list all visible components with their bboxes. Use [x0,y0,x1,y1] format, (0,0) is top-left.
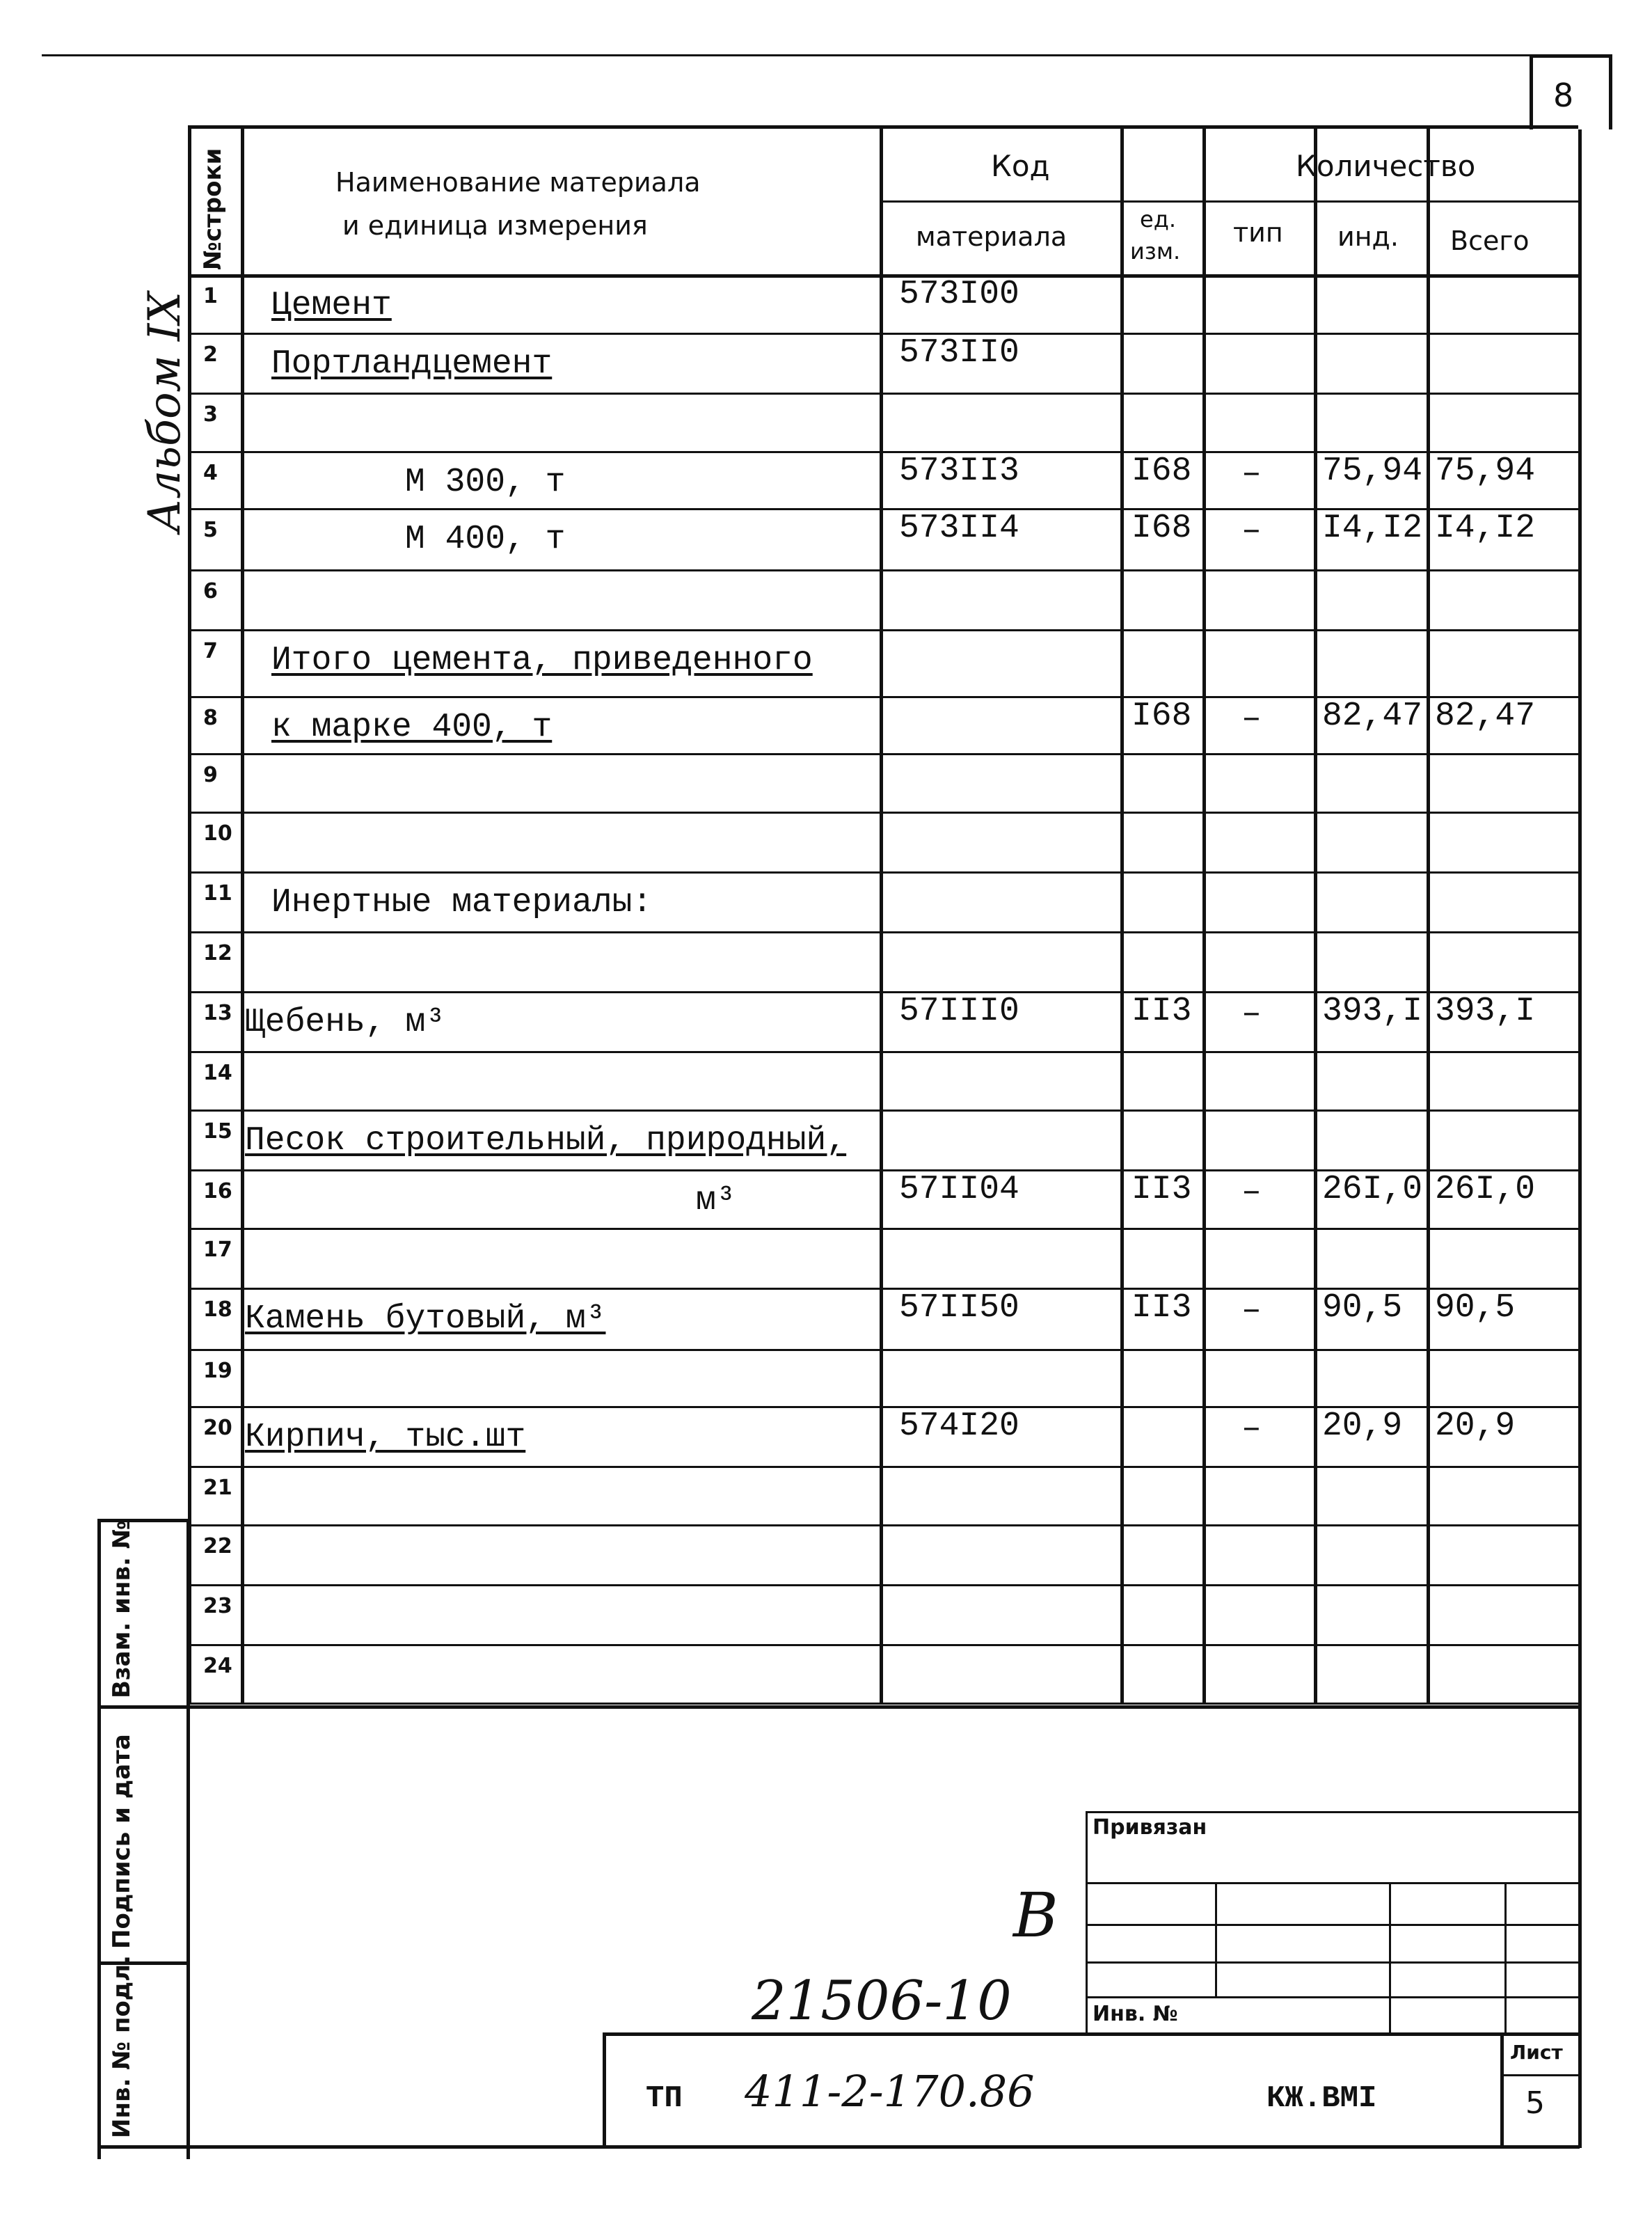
row-code: 57II04 [899,1171,1019,1208]
sheet-number: 8 [1553,77,1574,114]
row-code: 574I20 [899,1407,1019,1445]
col-qty-type-header: тип [1233,217,1283,248]
row-unit: II3 [1131,1289,1192,1327]
row-number: 3 [203,402,218,427]
row-type: – [1241,1174,1262,1211]
row-ind: 26I,0 [1322,1171,1423,1208]
doc-code: КЖ.ВМI [1266,2081,1377,2116]
row-name: Итого цемента, приведенного [271,642,813,679]
row-number: 21 [203,1476,232,1500]
col-code-unit-header-2: изм. [1130,238,1181,264]
row-name: Щебень, м³ [245,1004,446,1041]
row-ind: 393,I [1322,993,1423,1030]
tp-number: 411-2-170.86 [745,2066,1035,2117]
row-name: Камень бутовый, м³ [245,1300,606,1338]
row-unit: I68 [1131,697,1192,735]
row-ind: 20,9 [1322,1407,1403,1445]
row-number: 11 [203,881,232,906]
privyazan-label: Привязан [1093,1815,1207,1840]
row-name: Инертные материалы: [271,884,653,922]
row-total: 393,I [1435,993,1536,1030]
row-number: 16 [203,1179,232,1203]
sheet-label: Лист [1510,2041,1563,2064]
row-unit: II3 [1131,993,1192,1030]
row-ind: 82,47 [1322,697,1423,735]
row-number: 9 [203,763,218,787]
row-unit: II3 [1131,1171,1192,1208]
row-number: 14 [203,1061,232,1085]
podpis-label: Подпись и дата [108,1734,136,1949]
row-ind: 75,94 [1322,452,1423,490]
row-type: – [1241,455,1262,493]
row-ind: 90,5 [1322,1289,1403,1327]
row-number: 17 [203,1238,232,1262]
row-code: 57II50 [899,1289,1019,1327]
row-total: 82,47 [1435,697,1536,735]
handwritten-letter: В [1013,1879,1058,1951]
col-code-header: Код [991,149,1050,183]
row-number: 18 [203,1297,232,1322]
row-name: Цемент [271,287,392,324]
col-code-material-header: материала [916,221,1067,252]
handwritten-number: 21506-10 [752,1970,1012,2032]
row-type: – [1241,1292,1262,1329]
row-number: 8 [203,706,218,730]
row-number: 12 [203,941,232,965]
col-qty-total-header: Всего [1450,226,1530,256]
row-number: 13 [203,1001,232,1025]
row-number: 4 [203,461,218,485]
row-number: 23 [203,1594,232,1618]
row-code: 573I00 [899,276,1019,313]
row-name: М 400, т [405,521,566,558]
row-number: 5 [203,518,218,542]
row-number: 24 [203,1654,232,1678]
row-number: 15 [203,1119,232,1144]
album-note: Альбом IX [139,292,191,532]
row-total: 26I,0 [1435,1171,1536,1208]
inv-podl-label: Инв. № подл. [108,1955,136,2138]
row-name: Портландцемент [271,345,553,383]
col-rownum-header: №строки [199,148,227,270]
row-code: 573II4 [899,510,1019,547]
row-number: 2 [203,342,218,367]
row-ind: I4,I2 [1322,510,1423,547]
row-number: 10 [203,821,232,846]
col-name-header-1: Наименование материала [335,167,701,198]
col-code-unit-header-1: ед. [1140,206,1176,232]
row-code: 57III0 [899,993,1019,1030]
row-total: 75,94 [1435,452,1536,490]
row-total: 90,5 [1435,1289,1516,1327]
vzam-label: Взам. инв. № [108,1520,136,1698]
row-number: 19 [203,1359,232,1383]
row-number: 7 [203,639,218,663]
row-number: 1 [203,284,218,308]
row-name: М 300, т [405,464,566,501]
row-type: – [1241,512,1262,550]
row-unit: I68 [1131,452,1192,490]
row-name: Кирпич, тыс.шт [245,1419,526,1456]
sheet-value: 5 [1525,2085,1545,2121]
row-type: – [1241,1410,1262,1448]
row-name: Песок строительный, природный, [245,1122,847,1160]
row-code: 573II0 [899,334,1019,372]
row-number: 20 [203,1416,232,1440]
col-name-header-2: и единица измерения [342,210,648,241]
row-total: 20,9 [1435,1407,1516,1445]
row-unit: I68 [1131,510,1192,547]
row-code: 573II3 [899,452,1019,490]
row-type: – [1241,995,1262,1033]
row-total: I4,I2 [1435,510,1536,547]
col-quantity-header: Количество [1296,149,1476,183]
row-number: 6 [203,579,218,603]
inv-no-label: Инв. № [1093,2002,1178,2026]
col-qty-ind-header: инд. [1337,221,1399,252]
row-type: – [1241,700,1262,738]
row-name: м³ [696,1182,736,1219]
row-number: 22 [203,1534,232,1558]
tp-label: ТП [646,2081,683,2116]
row-name: к марке 400, т [271,709,553,746]
